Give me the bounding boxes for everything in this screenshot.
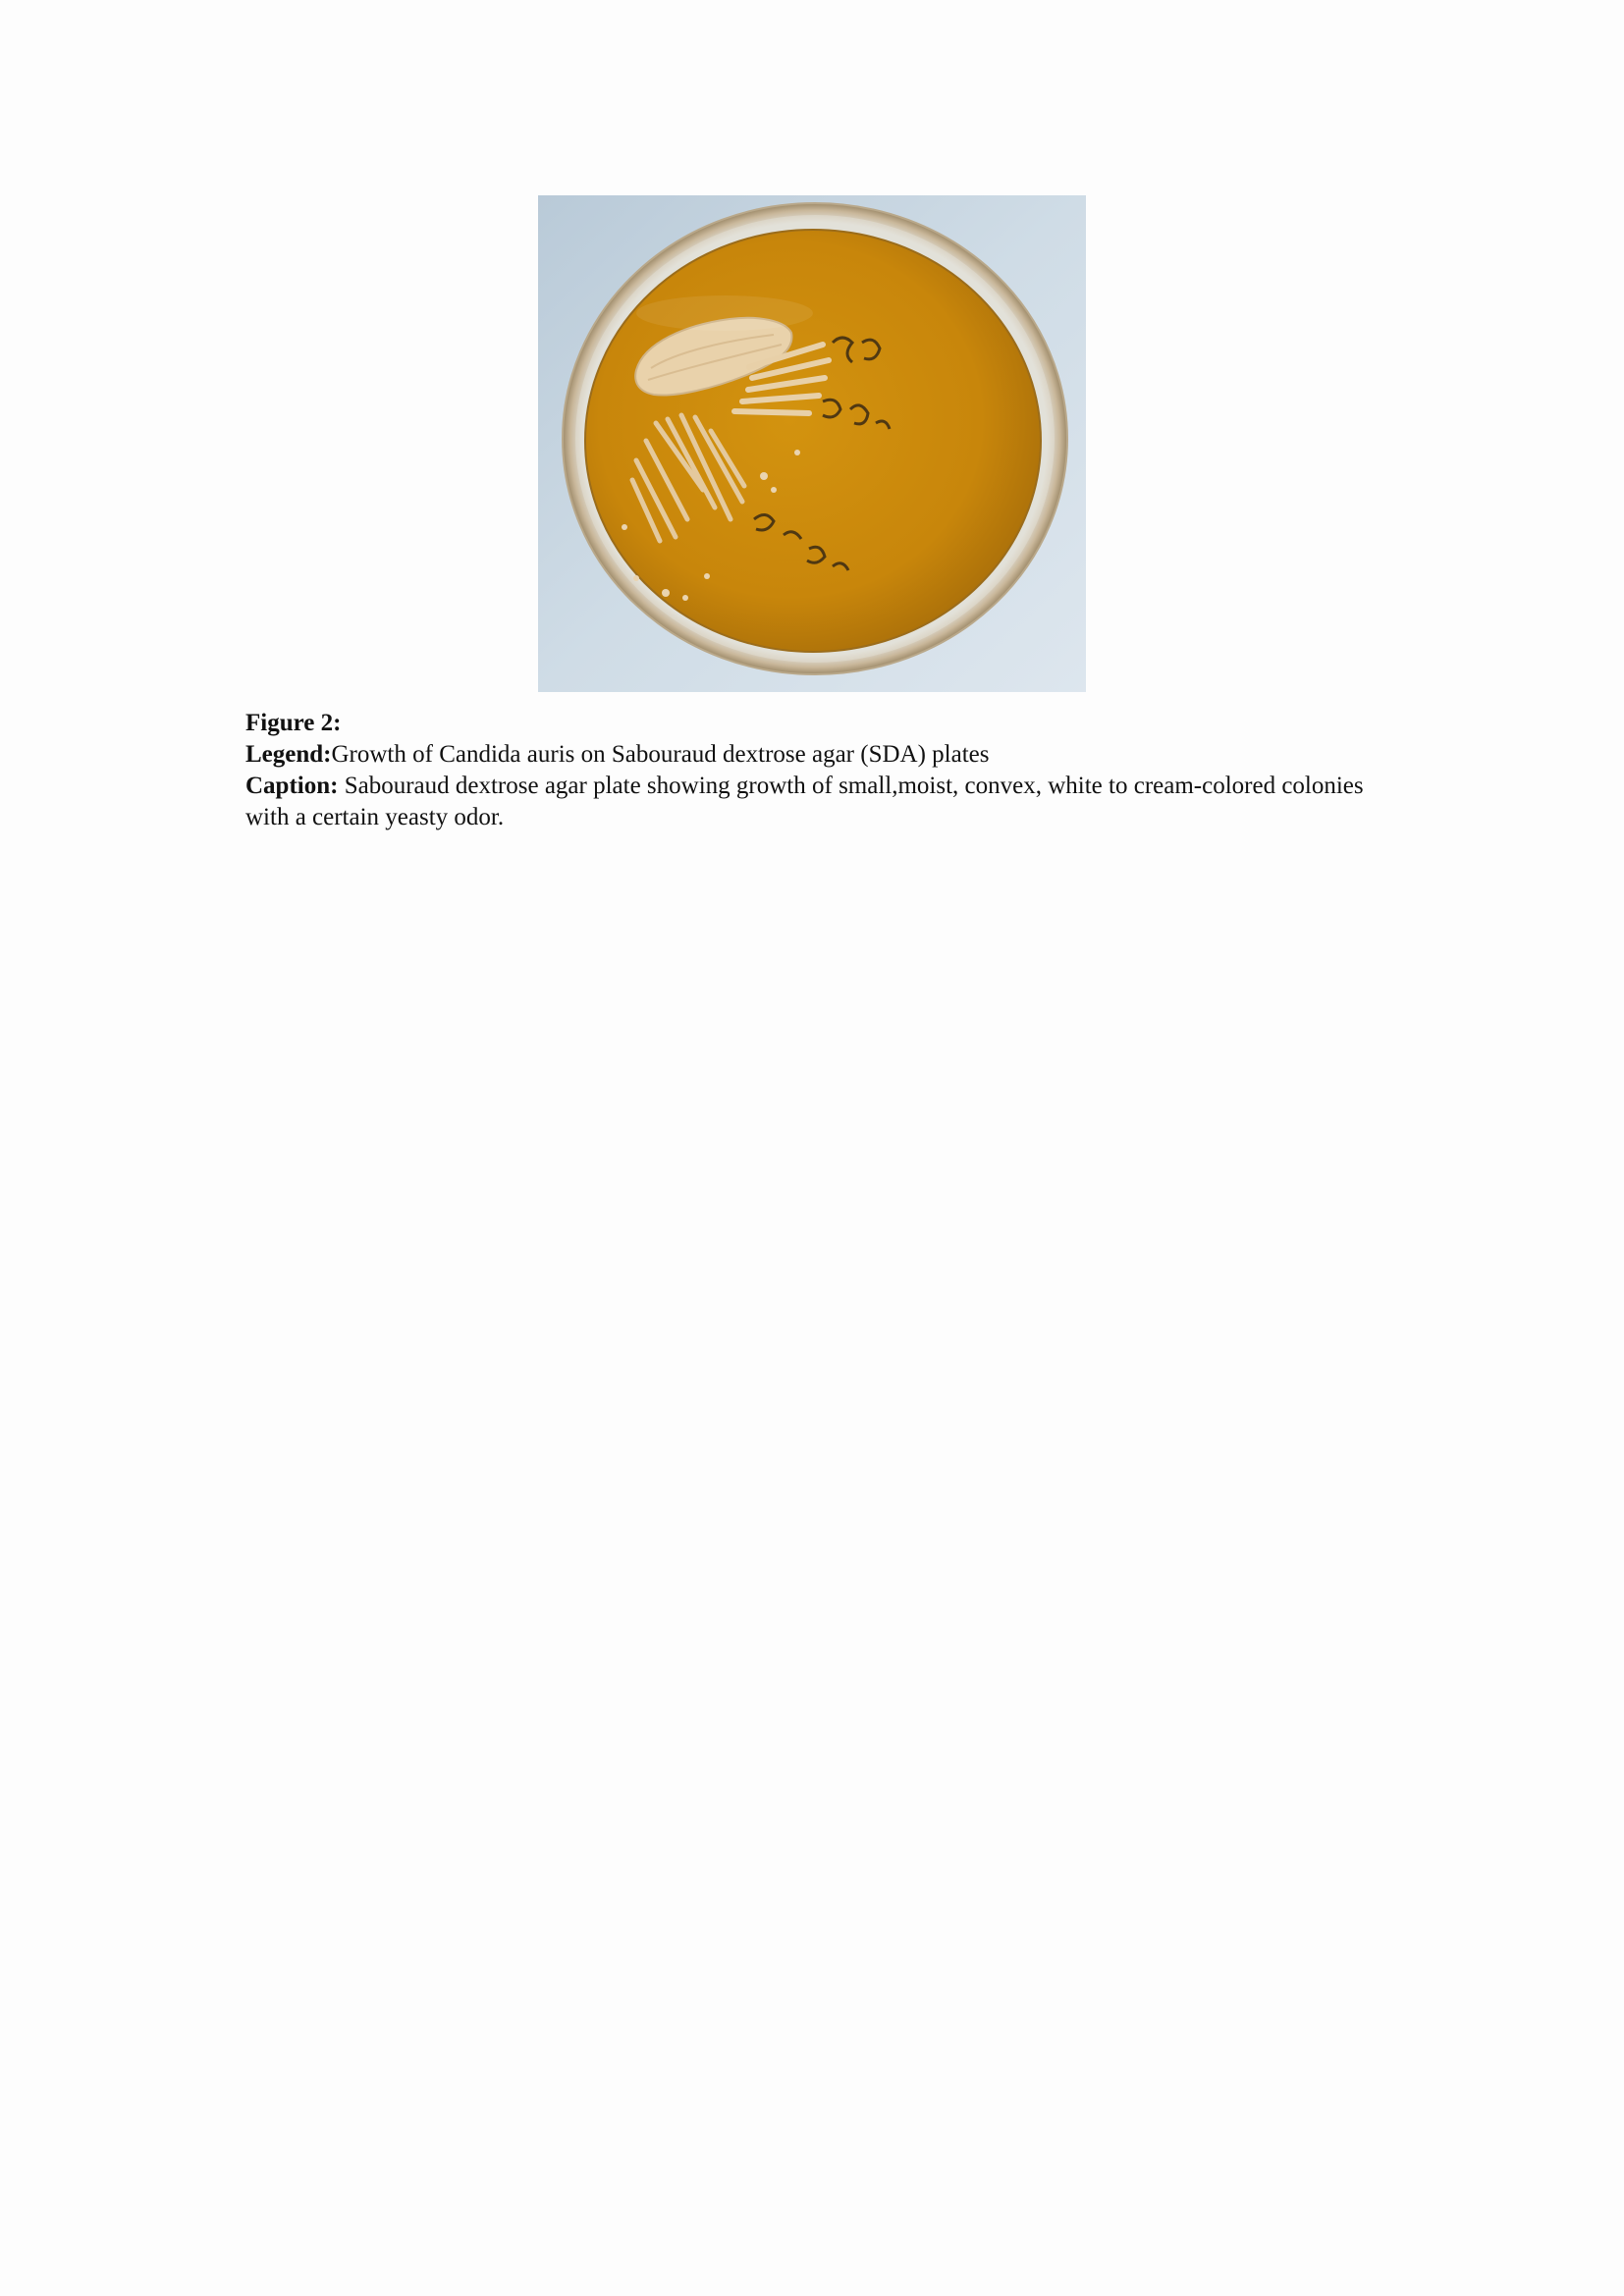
figure-label xyxy=(245,708,1394,739)
figure-number: Figure 2: xyxy=(245,710,342,736)
legend-label: Legend: xyxy=(245,741,332,768)
legend-text: Growth of Candida auris on Sabouraud dextrose agar (SDA) plates xyxy=(331,741,990,768)
caption-label: Caption: xyxy=(245,773,339,799)
caption-line xyxy=(245,771,1394,833)
figure-caption-block xyxy=(245,708,1394,833)
legend-line xyxy=(245,739,1394,771)
petri-dish-photo xyxy=(538,195,1086,692)
caption-text: Sabouraud dextrose agar plate showing growth of small,moist, convex, white to cream-colored colonies with a certain yeasty odor. xyxy=(245,773,1364,830)
